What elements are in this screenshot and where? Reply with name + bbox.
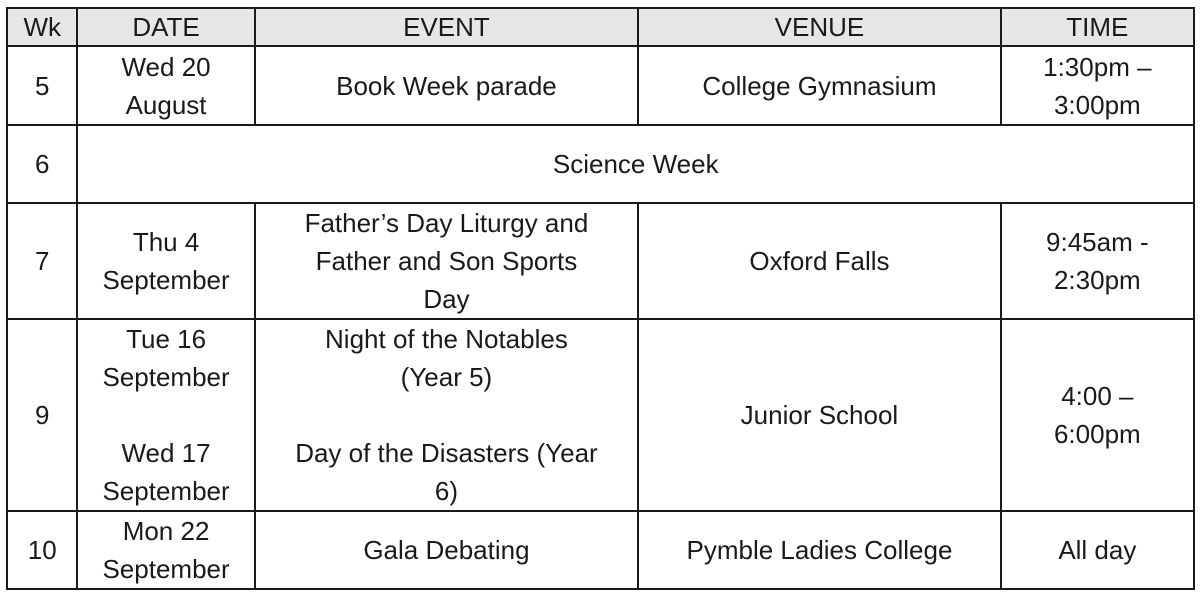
- table-row: [7, 125, 1194, 203]
- events-table: [6, 7, 1195, 590]
- time-cell: [1001, 203, 1194, 319]
- line-gap: [262, 396, 632, 434]
- venue-cell: College Gymnasium: [638, 46, 1000, 125]
- time-line: 1:30pm –: [1043, 51, 1152, 82]
- week-cell: 5: [7, 46, 77, 125]
- time-cell: [1001, 319, 1194, 511]
- date-line: August: [125, 89, 207, 120]
- table-row: [7, 46, 1194, 125]
- event-line: Father and Son Sports: [315, 246, 578, 276]
- event-cell: [255, 203, 639, 319]
- header-date: DATE: [77, 8, 254, 46]
- event-line: Book Week parade: [336, 70, 557, 101]
- date-line: Thu 4: [132, 227, 200, 257]
- spanning-event-cell: Science Week: [77, 125, 1194, 203]
- date-cell: [77, 511, 254, 589]
- event-line: Night of the Notables: [325, 324, 568, 354]
- date-cell: [77, 203, 254, 319]
- week-cell: 9: [7, 319, 77, 511]
- week-cell: 10: [7, 511, 77, 589]
- table-row: [7, 319, 1194, 511]
- table-row: [7, 203, 1194, 319]
- date-line: September: [102, 476, 230, 506]
- date-line: Tue 16: [126, 324, 207, 354]
- header-venue: VENUE: [638, 8, 1000, 46]
- event-line: 6): [434, 476, 458, 506]
- week-cell: 7: [7, 203, 77, 319]
- time-line: 6:00pm: [1053, 419, 1141, 449]
- event-line: Day of the Disasters (Year: [295, 438, 598, 468]
- header-time: TIME: [1001, 8, 1194, 46]
- event-line: Father’s Day Liturgy and: [304, 208, 589, 238]
- event-line: Gala Debating: [363, 535, 530, 565]
- time-line: All day: [1058, 535, 1137, 565]
- venue-cell: Junior School: [638, 319, 1000, 511]
- date-cell: [77, 319, 254, 511]
- date-line: September: [102, 554, 230, 584]
- header-wk: Wk: [7, 8, 77, 46]
- time-line: 3:00pm: [1053, 89, 1141, 120]
- time-cell: [1001, 511, 1194, 589]
- table-header-row: [7, 8, 1194, 46]
- venue-cell: Pymble Ladies College: [638, 511, 1000, 589]
- time-line: 9:45am -: [1046, 227, 1149, 257]
- event-cell: [255, 511, 639, 589]
- line-gap: [84, 396, 247, 434]
- date-line: September: [102, 265, 230, 295]
- table-row: [7, 511, 1194, 589]
- date-line: Wed 20: [121, 51, 211, 82]
- date-line: September: [102, 362, 230, 392]
- time-line: 2:30pm: [1053, 265, 1141, 295]
- date-cell: [77, 46, 254, 125]
- week-cell: 6: [7, 125, 77, 203]
- time-line: 4:00 –: [1061, 381, 1134, 411]
- venue-cell: Oxford Falls: [638, 203, 1000, 319]
- event-line: (Year 5): [400, 362, 493, 392]
- time-cell: [1001, 46, 1194, 125]
- date-line: Wed 17: [121, 438, 211, 468]
- date-line: Mon 22: [122, 516, 210, 546]
- event-line: Day: [423, 284, 470, 314]
- event-cell: [255, 46, 639, 125]
- event-cell: [255, 319, 639, 511]
- header-event: EVENT: [255, 8, 639, 46]
